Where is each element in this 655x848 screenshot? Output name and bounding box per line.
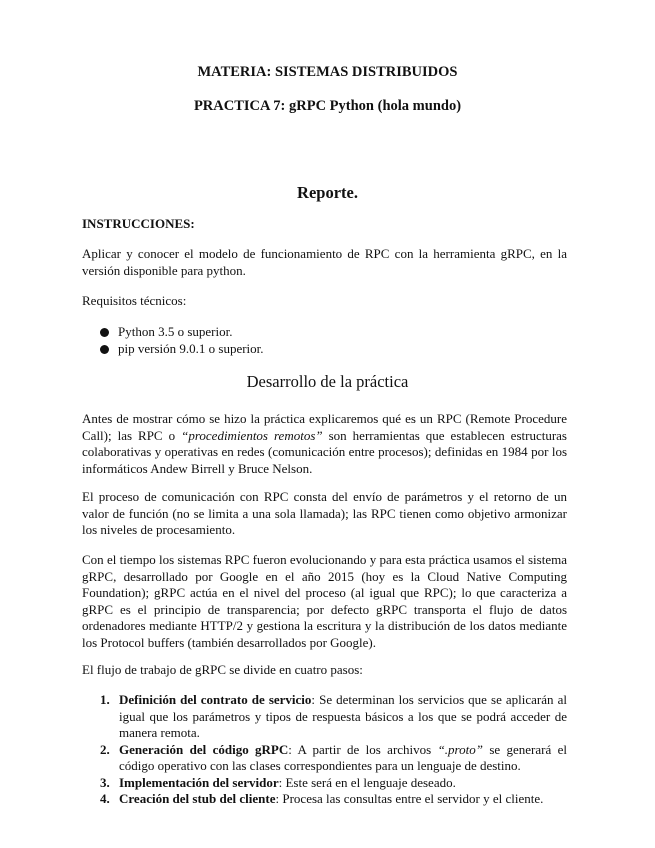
requirement-item: pip versión 9.0.1 o superior. bbox=[100, 341, 264, 358]
emphasis-remote-procedures: “procedimientos remotos” bbox=[181, 427, 323, 443]
development-heading: Desarrollo de la práctica bbox=[246, 372, 409, 391]
subject-title: MATERIA: SISTEMAS DISTRIBUIDOS bbox=[197, 64, 458, 80]
workflow-step: 1. Definición del contrato de servicio: Se determinan los servicios que se aplicarán al igual que los parámetros y tipos de respuesta básicos a los que se podrá acceder de manera remota. bbox=[100, 692, 567, 740]
paragraph-grpc: Con el tiempo los sistemas RPC fueron evolucionando y para esta práctica usamos el sistema gRPC, desarrollado por Google en el año 2015 (hoy es la Cloud Native Computing Foundation); gRPC actúa en el nivel del proceso (al igual que RPC); lo que caracteriza a gRPC es el principio de transparencia; por defecto gRPC transporta el flujo de datos ordenadores mediante HTTP/2 y gestiona la escritura y la distribución de los datos mediante los Protocol buffers (también desarrollados por Google). bbox=[82, 552, 567, 650]
step-term: Definición del contrato de servicio bbox=[119, 692, 312, 707]
step-term: Generación del código gRPC bbox=[119, 741, 289, 757]
instructions-heading: INSTRUCCIONES: bbox=[82, 216, 195, 231]
requirements-list bbox=[100, 324, 264, 357]
step-term: Creación del stub del cliente bbox=[119, 791, 276, 806]
practice-title: PRACTICA 7: gRPC Python (hola mundo) bbox=[193, 98, 462, 114]
workflow-step: 2. Generación del código gRPC: A partir de los archivos “.proto” se generará el código operativo con las clases correspondientes para un lenguaje de destino. bbox=[100, 741, 567, 773]
workflow-step: 3. Implementación del servidor: Este será en el lenguaje deseado. bbox=[100, 774, 456, 790]
paragraph-rpc-intro: Antes de mostrar cómo se hizo la práctica explicaremos qué es un RPC (Remote Procedure Call); las RPC o “procedimientos remotos” son herramientas que establecen estructuras colaborativas y operativas en redes (comunicación entre procesos); definidas en 1984 por los informáticos Andew Birrell y Bruce Nelson. bbox=[82, 411, 567, 476]
paragraph-rpc-process: El proceso de comunicación con RPC consta del envío de parámetros y el retorno de un valor de función (no se limita a una sola llamada); las RPC tienen como objetivo armonizar los niveles de procesamiento. bbox=[82, 489, 567, 537]
instructions-text: Aplicar y conocer el modelo de funcionamiento de RPC con la herramienta gRPC, en la versión disponible para python. bbox=[82, 246, 567, 278]
workflow-steps bbox=[100, 692, 567, 808]
paragraph-workflow-intro: El flujo de trabajo de gRPC se divide en cuatro pasos: bbox=[82, 662, 363, 677]
requirements-label: Requisitos técnicos: bbox=[82, 293, 187, 308]
report-title: Reporte. bbox=[297, 183, 358, 202]
workflow-step: 4. Creación del stub del cliente: Procesa las consultas entre el servidor y el cliente. bbox=[100, 791, 544, 806]
requirement-item: Python 3.5 o superior. bbox=[100, 324, 264, 341]
step-term: Implementación del servidor bbox=[119, 774, 279, 790]
